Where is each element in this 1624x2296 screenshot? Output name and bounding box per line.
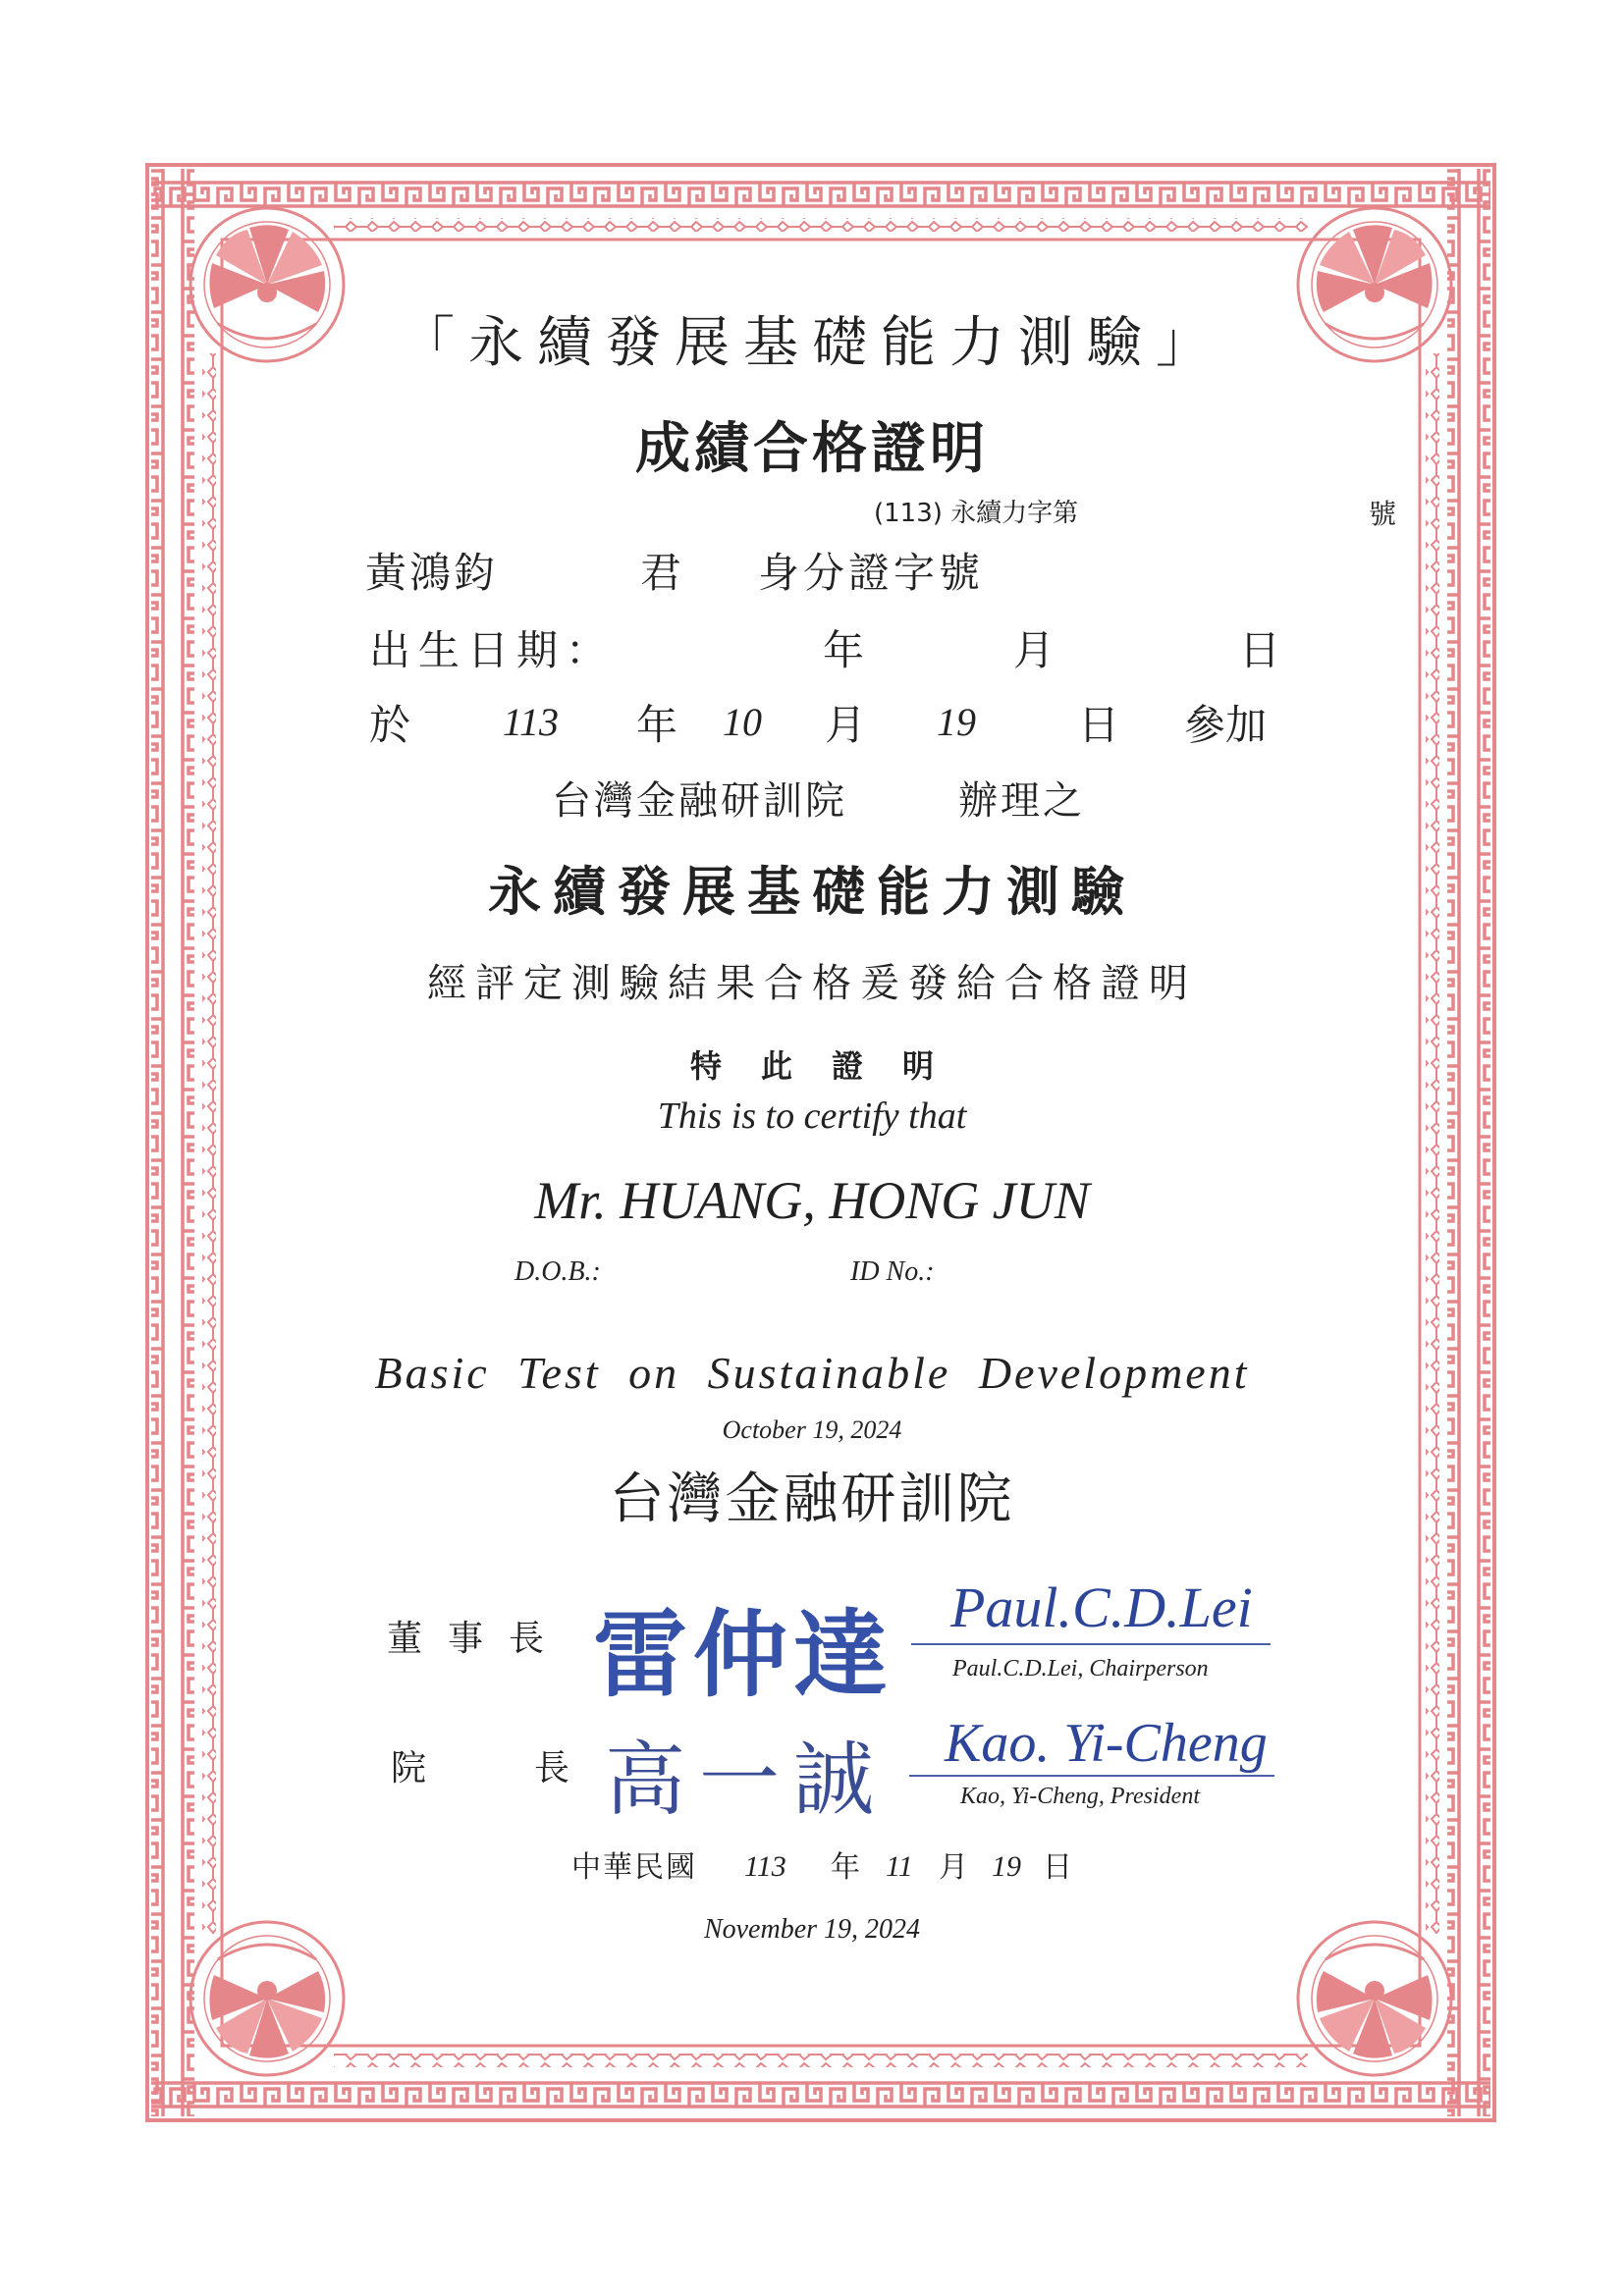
president-title-char-2: 長 [534,1748,570,1789]
chair-seal: 雷仲達 [593,1599,893,1710]
serial-prefix: (113) 永續力字第 [874,499,1079,528]
president-title-char-1: 院 [391,1748,427,1789]
exam-name-zh: 永續發展基礎能力測驗 [488,861,1136,923]
certify-statement-en: This is to certify that [657,1095,967,1137]
issue-date-en: November 19, 2024 [703,1914,921,1945]
issue-month: 11 [886,1850,913,1883]
chair-signature: Paul.C.D.Lei [950,1575,1253,1639]
exam-date-suffix: 參加 [1184,701,1268,749]
id-number-label: 身分證字號 [758,549,985,597]
dob-month-unit: 月 [1013,626,1056,674]
issue-month-unit: 月 [939,1850,968,1885]
dob-year-unit: 年 [823,626,865,674]
issue-day: 19 [992,1850,1021,1883]
exam-date-en: October 19, 2024 [722,1415,902,1444]
exam-year: 113 [503,700,560,744]
president-caption: Kao, Yi-Cheng, President [960,1784,1200,1809]
issue-year: 113 [744,1850,786,1883]
chair-signature-line [911,1643,1271,1645]
exam-year-unit: 年 [636,701,678,749]
issue-day-unit: 日 [1043,1850,1072,1885]
certify-statement-zh: 特此證明 [689,1047,973,1085]
certificate-title: 「永續發展基礎能力測驗」 [400,311,1224,375]
exam-month-unit: 月 [825,701,867,749]
dob-label: 出生日期： [369,626,616,674]
holder-name-zh: 黃鴻鈞 [365,549,499,597]
result-statement: 經評定測驗結果合格爰發給合格證明 [427,961,1197,1006]
issue-year-unit: 年 [831,1850,860,1885]
issue-era: 中華民國 [571,1850,697,1885]
organizer-suffix: 辦理之 [958,778,1085,824]
holder-name-en: Mr. HUANG, HONG JUN [534,1171,1090,1230]
president-seal: 高一誠 [605,1734,889,1827]
president-signature: Kao. Yi-Cheng [945,1713,1268,1774]
exam-month: 10 [723,700,762,744]
exam-name-en: Basic Test on Sustainable Development [374,1348,1250,1398]
institute-name: 台灣金融研訓院 [609,1468,1015,1531]
serial-suffix: 號 [1369,498,1397,530]
id-en-label: ID No.: [850,1256,935,1287]
exam-day: 19 [937,700,976,744]
chair-title: 董事長 [387,1619,570,1659]
certificate-subtitle: 成績合格證明 [635,417,989,481]
dob-day-unit: 日 [1239,626,1281,674]
president-signature-line [909,1775,1274,1777]
organizer-name: 台灣金融研訓院 [552,778,847,824]
chair-caption: Paul.C.D.Lei, Chairperson [952,1656,1209,1682]
dob-en-label: D.O.B.: [514,1256,601,1287]
exam-date-prefix: 於 [369,701,411,749]
exam-day-unit: 日 [1078,701,1120,749]
holder-honorific: 君 [640,549,682,597]
